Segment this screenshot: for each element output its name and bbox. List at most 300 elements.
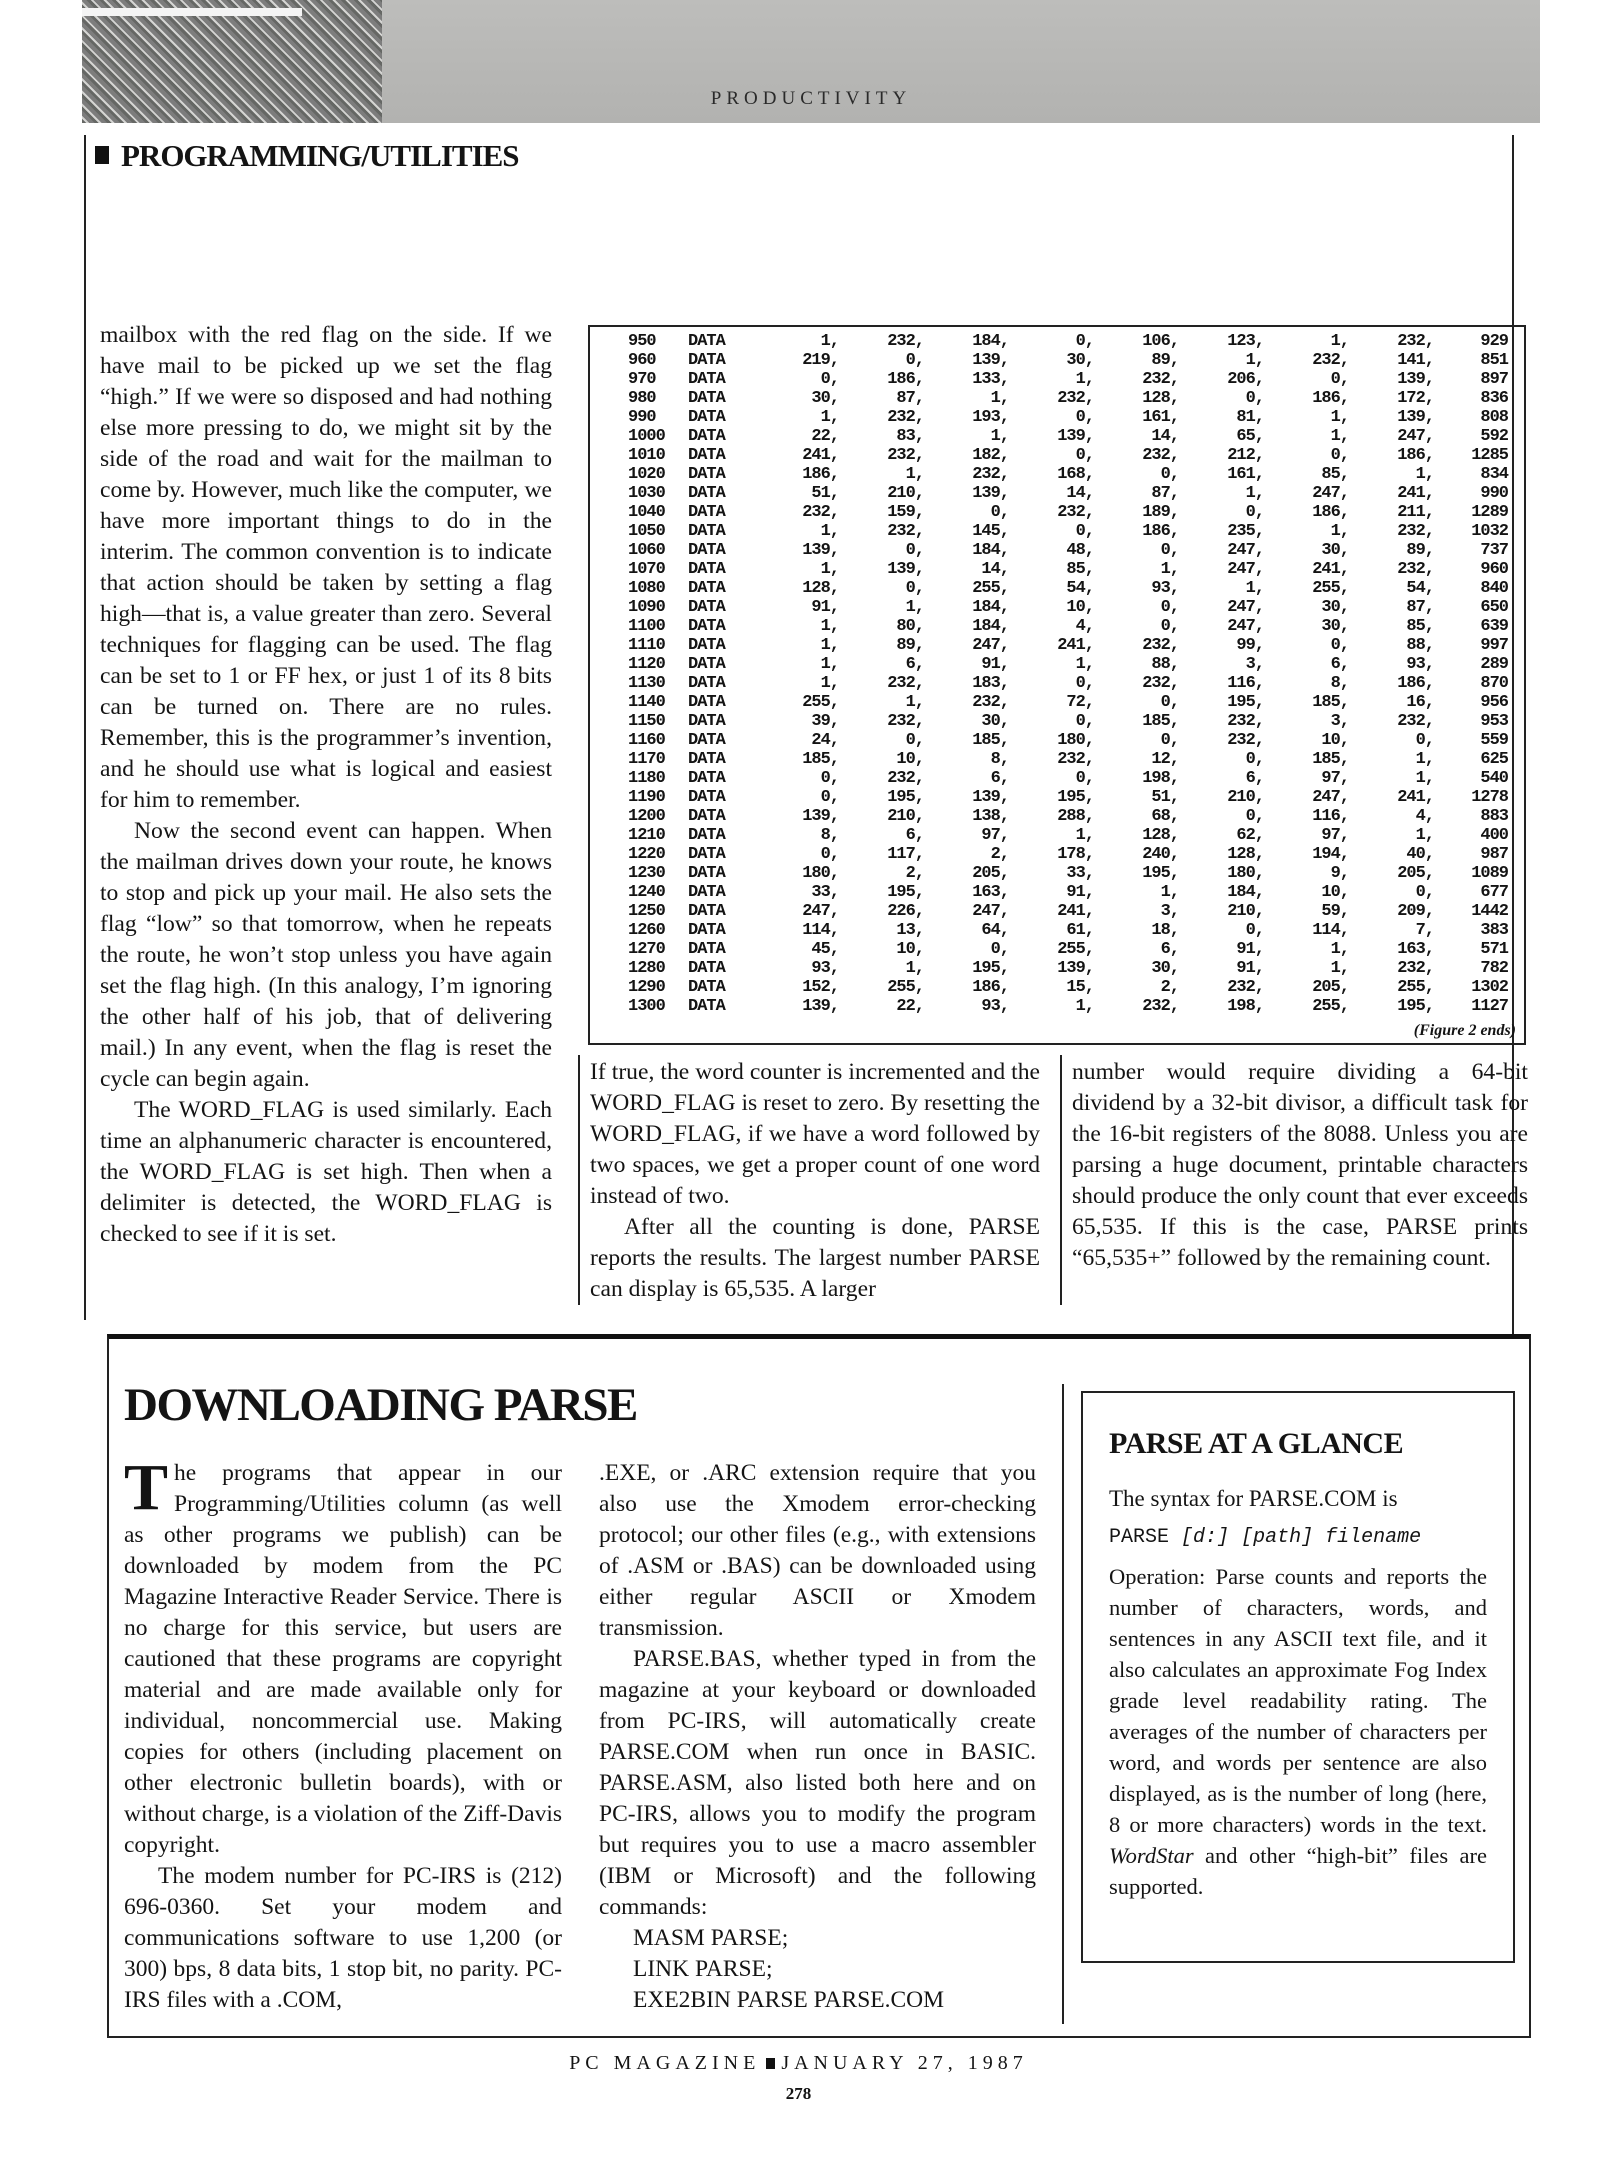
data-value: 195, — [1142, 864, 1179, 883]
data-value: 232, — [1142, 446, 1179, 465]
data-value: 255, — [1312, 579, 1349, 598]
data-value: 255, — [972, 579, 1009, 598]
data-value: 232, — [972, 465, 1009, 484]
line-number: 1190 — [628, 788, 665, 807]
data-value: 10, — [896, 940, 924, 959]
data-value: 0, — [1245, 921, 1264, 940]
line-number: 980 — [628, 389, 656, 408]
data-value: 1, — [1075, 826, 1094, 845]
checksum-value: 808 — [1480, 408, 1508, 427]
listing-row — [628, 522, 1508, 541]
data-value: 198, — [1142, 769, 1179, 788]
paragraph: The WORD_FLAG is used similarly. Each time an alphanumeric character is encountered, the WORD_FLAG is set high. Then when a delimiter is detected, the WORD_FLAG is checked to see if it is set. — [100, 1097, 552, 1247]
data-value: 0, — [1245, 807, 1264, 826]
data-value: 210, — [1227, 902, 1264, 921]
data-value: 0, — [1160, 693, 1179, 712]
listing-row — [628, 598, 1508, 617]
data-keyword: DATA — [688, 370, 725, 389]
article-right-column — [1072, 1057, 1528, 1274]
line-number: 1050 — [628, 522, 665, 541]
data-value: 288, — [1057, 807, 1094, 826]
listing-row — [628, 370, 1508, 389]
data-value: 0, — [1075, 522, 1094, 541]
data-value: 91, — [981, 655, 1009, 674]
data-keyword: DATA — [688, 807, 725, 826]
data-keyword: DATA — [688, 427, 725, 446]
page-frame-left — [84, 135, 86, 1320]
listing-row — [628, 826, 1508, 845]
data-keyword: DATA — [688, 446, 725, 465]
data-value: 13, — [896, 921, 924, 940]
data-value: 89, — [1406, 541, 1434, 560]
data-keyword: DATA — [688, 465, 725, 484]
data-keyword: DATA — [688, 788, 725, 807]
listing-row — [628, 427, 1508, 446]
data-value: 93, — [981, 997, 1009, 1016]
data-value: 1, — [1245, 484, 1264, 503]
data-value: 210, — [887, 484, 924, 503]
article-middle-column — [590, 1057, 1040, 1305]
listing-row — [628, 959, 1508, 978]
listing-row — [628, 389, 1508, 408]
data-value: 1, — [1330, 332, 1349, 351]
data-value: 152, — [802, 978, 839, 997]
data-value: 235, — [1227, 522, 1264, 541]
data-keyword: DATA — [688, 978, 725, 997]
paragraph: The modem number for PC-IRS is (212) 696-0360. Set your modem and communications software to use 1,200 (or 300) bps, 8 data bits, 1 stop bit, no parity. PC-IRS files with a .COM, — [124, 1863, 562, 2013]
data-value: 22, — [811, 427, 839, 446]
data-value: 195, — [972, 959, 1009, 978]
data-keyword: DATA — [688, 541, 725, 560]
checksum-value: 897 — [1480, 370, 1508, 389]
data-value: 1, — [1160, 560, 1179, 579]
data-value: 255, — [802, 693, 839, 712]
data-value: 1, — [820, 636, 839, 655]
syntax-command: PARSE — [1109, 1526, 1170, 1549]
data-value: 0, — [820, 769, 839, 788]
listing-row — [628, 883, 1508, 902]
data-value: 1, — [1415, 465, 1434, 484]
line-number: 1270 — [628, 940, 665, 959]
data-value: 62, — [1236, 826, 1264, 845]
section-label: PRODUCTIVITY — [710, 88, 912, 109]
data-value: 91, — [1236, 959, 1264, 978]
line-number: 1230 — [628, 864, 665, 883]
data-value: 0, — [990, 503, 1009, 522]
data-value: 0, — [1160, 731, 1179, 750]
data-value: 128, — [802, 579, 839, 598]
data-value: 0, — [1330, 370, 1349, 389]
paragraph: If true, the word counter is incremented and the WORD_FLAG is reset to zero. By resetting the WORD_FLAG, if we have a word followed by two spaces, we get a proper count of one word instead of two. — [590, 1059, 1040, 1209]
checksum-value: 289 — [1480, 655, 1508, 674]
data-value: 195, — [887, 883, 924, 902]
page-number: 278 — [785, 2084, 812, 2103]
checksum-value: 383 — [1480, 921, 1508, 940]
data-value: 1, — [905, 693, 924, 712]
data-value: 1, — [1330, 522, 1349, 541]
listing-row — [628, 484, 1508, 503]
paragraph: .EXE, or .ARC extension require that you also use the Xmodem error-checking protocol; our other files (e.g., with extensions of .ASM or .BAS) can be downloaded using either regular ASCII or Xmodem transmission. — [599, 1460, 1036, 1641]
data-value: 30, — [1151, 959, 1179, 978]
line-number: 1030 — [628, 484, 665, 503]
data-value: 241, — [1397, 788, 1434, 807]
checksum-value: 990 — [1480, 484, 1508, 503]
listing-row — [628, 674, 1508, 693]
data-value: 6, — [1245, 769, 1264, 788]
data-value: 30, — [981, 712, 1009, 731]
data-value: 1, — [990, 427, 1009, 446]
data-value: 232, — [1227, 978, 1264, 997]
checksum-value: 840 — [1480, 579, 1508, 598]
data-value: 0, — [820, 370, 839, 389]
data-value: 1, — [905, 959, 924, 978]
figure-end-note: (Figure 2 ends) — [1413, 1022, 1516, 1039]
data-value: 185, — [1312, 693, 1349, 712]
data-value: 180, — [802, 864, 839, 883]
data-value: 0, — [1160, 541, 1179, 560]
data-value: 0, — [905, 351, 924, 370]
data-value: 10, — [896, 750, 924, 769]
data-value: 85, — [1406, 617, 1434, 636]
checksum-value: 1127 — [1471, 997, 1508, 1016]
data-keyword: DATA — [688, 351, 725, 370]
data-value: 1, — [1075, 370, 1094, 389]
data-value: 87, — [1406, 598, 1434, 617]
data-value: 180, — [1057, 731, 1094, 750]
paragraph: he programs that appear in our Programming/Utilities column (as well as other programs we publish) can be downloaded by modem from the PC Magazine Interactive Reader Service. There is no charge for this service, but users are cautioned that these programs are copyright material and are made available only for individual, noncommercial use. Making copies for others (including placement on other electronic bulletin boards), with or without charge, is a violation of the Ziff-Davis copyright. — [124, 1460, 562, 1858]
data-value: 0, — [820, 788, 839, 807]
data-keyword: DATA — [688, 674, 725, 693]
data-keyword: DATA — [688, 959, 725, 978]
data-value: 247, — [1312, 484, 1349, 503]
data-value: 116, — [1312, 807, 1349, 826]
data-value: 232, — [1397, 959, 1434, 978]
data-value: 241, — [1057, 902, 1094, 921]
data-value: 211, — [1397, 503, 1434, 522]
data-value: 161, — [1142, 408, 1179, 427]
data-value: 0, — [1330, 446, 1349, 465]
data-value: 185, — [802, 750, 839, 769]
paragraph: PARSE.BAS, whether typed in from the magazine at your keyboard or downloaded from PC-IRS, will automatically create PARSE.COM when run once in BASIC. PARSE.ASM, also listed both here and on PC-IRS, allows you to modify the program but requires you to use a macro assembler (IBM or Microsoft) and the following commands: — [599, 1646, 1036, 1920]
checksum-value: 1285 — [1471, 446, 1508, 465]
data-value: 0, — [1075, 408, 1094, 427]
data-value: 114, — [1312, 921, 1349, 940]
data-value: 232, — [1142, 370, 1179, 389]
data-value: 1, — [820, 522, 839, 541]
data-value: 1, — [1415, 750, 1434, 769]
line-number: 1040 — [628, 503, 665, 522]
data-value: 139, — [1057, 959, 1094, 978]
data-value: 139, — [802, 807, 839, 826]
data-value: 240, — [1142, 845, 1179, 864]
data-value: 139, — [802, 997, 839, 1016]
listing-row — [628, 446, 1508, 465]
line-number: 1110 — [628, 636, 665, 655]
data-value: 139, — [1057, 427, 1094, 446]
line-number: 1220 — [628, 845, 665, 864]
data-value: 161, — [1227, 465, 1264, 484]
listing-row — [628, 902, 1508, 921]
data-value: 97, — [1321, 826, 1349, 845]
line-number: 1120 — [628, 655, 665, 674]
data-value: 247, — [972, 902, 1009, 921]
data-value: 61, — [1066, 921, 1094, 940]
listing-row — [628, 940, 1508, 959]
command-line: MASM PARSE; — [633, 1925, 789, 1951]
line-number: 1010 — [628, 446, 665, 465]
data-value: 139, — [1397, 408, 1434, 427]
data-value: 0, — [1330, 636, 1349, 655]
data-value: 93, — [1406, 655, 1434, 674]
data-value: 1, — [990, 389, 1009, 408]
data-value: 1, — [820, 674, 839, 693]
line-number: 1140 — [628, 693, 665, 712]
data-value: 1, — [1330, 940, 1349, 959]
data-value: 14, — [1151, 427, 1179, 446]
checksum-value: 677 — [1480, 883, 1508, 902]
data-value: 0, — [1160, 598, 1179, 617]
data-keyword: DATA — [688, 712, 725, 731]
data-keyword: DATA — [688, 503, 725, 522]
data-value: 186, — [1312, 389, 1349, 408]
data-value: 22, — [896, 997, 924, 1016]
data-value: 194, — [1312, 845, 1349, 864]
data-value: 2, — [1160, 978, 1179, 997]
line-number: 1070 — [628, 560, 665, 579]
data-keyword: DATA — [688, 769, 725, 788]
data-value: 88, — [1151, 655, 1179, 674]
data-value: 247, — [1227, 617, 1264, 636]
data-value: 85, — [1321, 465, 1349, 484]
data-value: 139, — [887, 560, 924, 579]
data-value: 163, — [1397, 940, 1434, 959]
data-value: 247, — [1227, 560, 1264, 579]
data-value: 133, — [972, 370, 1009, 389]
data-value: 68, — [1151, 807, 1179, 826]
data-keyword: DATA — [688, 750, 725, 769]
data-value: 1, — [1330, 408, 1349, 427]
data-value: 0, — [820, 845, 839, 864]
data-value: 241, — [1397, 484, 1434, 503]
data-value: 33, — [811, 883, 839, 902]
data-value: 1, — [820, 332, 839, 351]
data-value: 97, — [1321, 769, 1349, 788]
data-value: 4, — [1415, 807, 1434, 826]
data-value: 0, — [1160, 465, 1179, 484]
data-value: 189, — [1142, 503, 1179, 522]
data-value: 247, — [1312, 788, 1349, 807]
data-value: 209, — [1397, 902, 1434, 921]
syntax-path: [path] — [1241, 1526, 1314, 1549]
data-value: 6, — [990, 769, 1009, 788]
data-value: 72, — [1066, 693, 1094, 712]
data-value: 1, — [820, 655, 839, 674]
data-value: 195, — [887, 788, 924, 807]
glance-box — [1081, 1391, 1515, 1963]
checksum-value: 870 — [1480, 674, 1508, 693]
article-left-column — [100, 320, 552, 1250]
data-value: 185, — [972, 731, 1009, 750]
data-value: 24, — [811, 731, 839, 750]
data-value: 232, — [1142, 997, 1179, 1016]
data-value: 1, — [905, 465, 924, 484]
data-value: 10, — [1321, 883, 1349, 902]
data-value: 168, — [1057, 465, 1094, 484]
paragraph: mailbox with the red flag on the side. If we have mail to be picked up we set the flag “high.” If we were so disposed and had nothing else more pressing to do, we might sit by the side of the road and wait for the mailman to come by. However, much like the computer, we have more important things to do in the interim. The common convention is to indicate that action should be taken by setting a flag high—that is, a value greater than zero. Several techniques for flagging can be used. The flag can be set to 1 or FF hex, or just 1 of its 8 bits can be turned on. There are no rules. Remember, this is the programmer’s invention, and he should use what is logical and easiest for him to remember. — [100, 322, 552, 813]
data-keyword: DATA — [688, 522, 725, 541]
line-number: 970 — [628, 370, 656, 389]
data-value: 0, — [1245, 389, 1264, 408]
data-value: 45, — [811, 940, 839, 959]
data-value: 232, — [1227, 712, 1264, 731]
data-value: 0, — [1075, 674, 1094, 693]
checksum-value: 834 — [1480, 465, 1508, 484]
listing-row — [628, 351, 1508, 370]
line-number: 950 — [628, 332, 656, 351]
data-value: 1, — [820, 560, 839, 579]
data-value: 195, — [1397, 997, 1434, 1016]
listing-row — [628, 560, 1508, 579]
data-value: 1, — [1330, 427, 1349, 446]
data-value: 195, — [1057, 788, 1094, 807]
header-accent-bar — [82, 8, 302, 16]
data-value: 1, — [820, 617, 839, 636]
data-value: 0, — [1415, 731, 1434, 750]
data-value: 219, — [802, 351, 839, 370]
data-value: 182, — [972, 446, 1009, 465]
description-text: and other “high-bit” files are supported. — [1109, 1843, 1487, 1899]
checksum-value: 592 — [1480, 427, 1508, 446]
data-value: 65, — [1236, 427, 1264, 446]
line-number: 1290 — [628, 978, 665, 997]
department-heading — [95, 138, 519, 174]
data-value: 30, — [1321, 598, 1349, 617]
checksum-value: 1289 — [1471, 503, 1508, 522]
data-keyword: DATA — [688, 332, 725, 351]
data-keyword: DATA — [688, 484, 725, 503]
data-value: 88, — [1406, 636, 1434, 655]
data-value: 185, — [1312, 750, 1349, 769]
line-number: 1280 — [628, 959, 665, 978]
data-value: 255, — [887, 978, 924, 997]
data-value: 205, — [1397, 864, 1434, 883]
data-value: 241, — [1312, 560, 1349, 579]
data-value: 0, — [905, 541, 924, 560]
listing-row — [628, 617, 1508, 636]
glance-title: PARSE AT A GLANCE — [1109, 1427, 1404, 1460]
data-value: 14, — [1066, 484, 1094, 503]
data-value: 1, — [1075, 655, 1094, 674]
data-value: 1, — [1245, 579, 1264, 598]
magazine-name: PC MAGAZINE — [569, 2052, 761, 2074]
data-value: 1, — [1330, 959, 1349, 978]
syntax-filename: filename — [1325, 1526, 1422, 1549]
data-value: 141, — [1397, 351, 1434, 370]
data-keyword: DATA — [688, 636, 725, 655]
checksum-value: 559 — [1480, 731, 1508, 750]
data-value: 198, — [1227, 997, 1264, 1016]
data-value: 247, — [1397, 427, 1434, 446]
data-value: 232, — [887, 446, 924, 465]
line-number: 1160 — [628, 731, 665, 750]
checksum-value: 1032 — [1471, 522, 1508, 541]
line-number: 1100 — [628, 617, 665, 636]
data-value: 255, — [1312, 997, 1349, 1016]
line-number: 1130 — [628, 674, 665, 693]
download-column-1 — [124, 1451, 562, 2016]
data-keyword: DATA — [688, 408, 725, 427]
data-value: 172, — [1397, 389, 1434, 408]
data-value: 0, — [905, 579, 924, 598]
data-value: 232, — [1142, 636, 1179, 655]
data-value: 2, — [990, 845, 1009, 864]
data-value: 1, — [1160, 883, 1179, 902]
data-value: 247, — [1227, 541, 1264, 560]
data-value: 9, — [1330, 864, 1349, 883]
checksum-value: 1442 — [1471, 902, 1508, 921]
data-keyword: DATA — [688, 864, 725, 883]
data-value: 232, — [1057, 750, 1094, 769]
data-value: 232, — [1227, 731, 1264, 750]
checksum-value: 956 — [1480, 693, 1508, 712]
data-value: 14, — [981, 560, 1009, 579]
data-value: 186, — [1312, 503, 1349, 522]
data-value: 159, — [887, 503, 924, 522]
data-value: 2, — [905, 864, 924, 883]
data-value: 6, — [1160, 940, 1179, 959]
data-value: 184, — [972, 598, 1009, 617]
data-value: 255, — [1397, 978, 1434, 997]
download-title: DOWNLOADING PARSE — [124, 1379, 637, 1431]
line-number: 1000 — [628, 427, 665, 446]
data-value: 232, — [887, 674, 924, 693]
data-value: 247, — [972, 636, 1009, 655]
data-value: 241, — [1057, 636, 1094, 655]
data-keyword: DATA — [688, 655, 725, 674]
data-value: 247, — [802, 902, 839, 921]
line-number: 1080 — [628, 579, 665, 598]
listing-row — [628, 807, 1508, 826]
line-number: 1180 — [628, 769, 665, 788]
data-value: 15, — [1066, 978, 1094, 997]
data-value: 232, — [1397, 332, 1434, 351]
data-value: 163, — [972, 883, 1009, 902]
data-value: 232, — [1397, 560, 1434, 579]
listing-row — [628, 769, 1508, 788]
data-value: 128, — [1142, 389, 1179, 408]
data-value: 138, — [972, 807, 1009, 826]
data-value: 232, — [887, 769, 924, 788]
column-divider — [578, 1055, 580, 1305]
checksum-value: 997 — [1480, 636, 1508, 655]
data-value: 99, — [1236, 636, 1264, 655]
checksum-value: 883 — [1480, 807, 1508, 826]
data-value: 185, — [1142, 712, 1179, 731]
checksum-value: 1302 — [1471, 978, 1508, 997]
glance-description — [1109, 1561, 1487, 1902]
data-value: 184, — [972, 541, 1009, 560]
data-value: 184, — [1227, 883, 1264, 902]
data-value: 0, — [1415, 883, 1434, 902]
square-bullet-icon — [766, 2058, 775, 2069]
data-value: 0, — [1160, 617, 1179, 636]
data-value: 12, — [1151, 750, 1179, 769]
data-value: 8, — [990, 750, 1009, 769]
data-value: 106, — [1142, 332, 1179, 351]
line-number: 1200 — [628, 807, 665, 826]
checksum-value: 1089 — [1471, 864, 1508, 883]
column-divider — [1060, 1055, 1062, 1305]
